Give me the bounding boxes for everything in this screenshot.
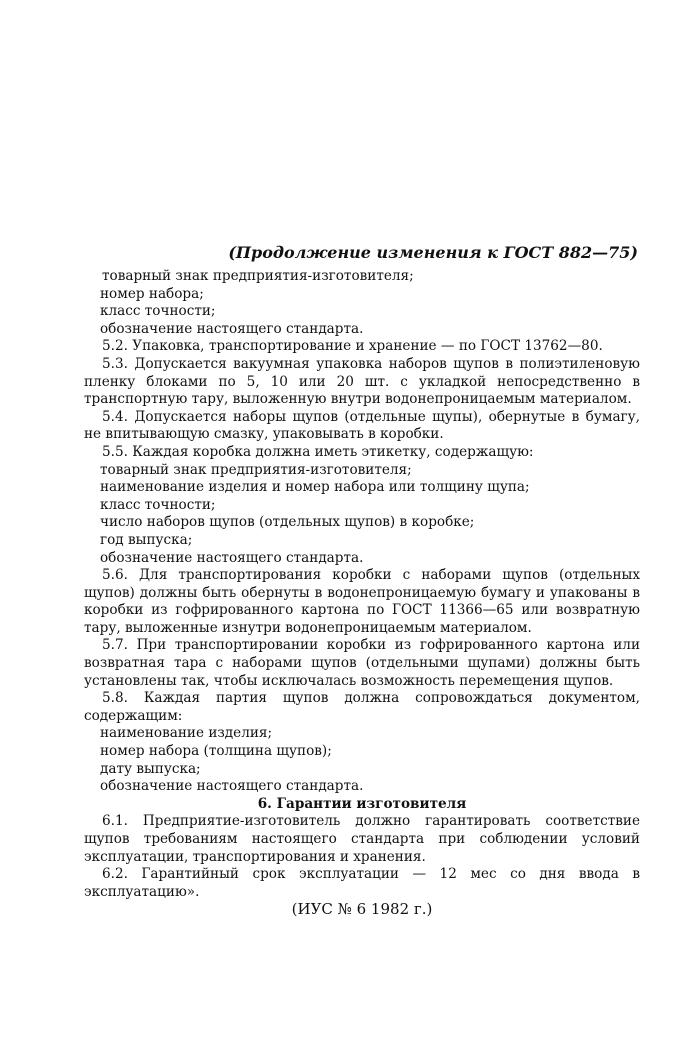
list-line: дату выпуска; bbox=[100, 760, 201, 777]
list-line: класс точности; bbox=[100, 303, 216, 320]
section-6-heading: 6. Гарантии изготовителя bbox=[257, 795, 467, 812]
list-line: наименование изделия и номер набора или толщину щупа; bbox=[100, 479, 530, 496]
footer-note: (ИУС № 6 1982 г.) bbox=[291, 900, 433, 919]
page-header: (Продолжение изменения к ГОСТ 882—75) bbox=[228, 243, 638, 262]
list-line: число наборов щупов (отдельных щупов) в коробке; bbox=[100, 514, 475, 531]
paragraph-6-1: 6.1. Предприятие-изготовитель должно гарантировать соответствие щупов требованиям настоящего стандарта при соблюдении условий эксплуатации, транспортирования и хранения. bbox=[84, 813, 640, 865]
paragraph-5-5: 5.5. Каждая коробка должна иметь этикетку, содержащую: bbox=[102, 443, 534, 460]
paragraph-6-2: 6.2. Гарантийный срок эксплуатации — 12 мес со дня ввода в эксплуатацию». bbox=[84, 866, 640, 900]
paragraph-5-3: 5.3. Допускается вакуумная упаковка наборов щупов в полиэтиленовую пленку блоками по 5, 10 или 20 шт. с укладкой непосредственно в транспортную тару, выложенную внутри водонепроницаемым материалом. bbox=[84, 355, 640, 408]
paragraph-5-8: 5.8. Каждая партия щупов должна сопровождаться документом, содержащим: bbox=[84, 690, 640, 724]
list-line: товарный знак предприятия-изготовителя; bbox=[102, 268, 414, 284]
list-line: товарный знак предприятия-изготовителя; bbox=[100, 461, 412, 478]
list-line: год выпуска; bbox=[100, 531, 193, 548]
paragraph-5-6: 5.6. Для транспортирования коробки с наборами щупов (отдельных щупов) должны быть обернуты в водонепроницаемую бумагу и упакованы в коробки из гофрированного картона по ГОСТ 11366—65 или возвратную тару, выложенные изнутри водонепроницаемым материалом. bbox=[84, 567, 640, 636]
list-line: обозначение настоящего стандарта. bbox=[100, 320, 364, 337]
list-line: класс точности; bbox=[100, 496, 216, 513]
document-body bbox=[84, 268, 640, 919]
list-line: обозначение настоящего стандарта. bbox=[100, 778, 364, 795]
paragraph-5-4: 5.4. Допускается наборы щупов (отдельные щупы), обернутые в бумагу, не впитывающую смазку, упаковывать в коробки. bbox=[84, 408, 640, 443]
list-line: наименование изделия; bbox=[100, 725, 273, 742]
list-line: обозначение настоящего стандарта. bbox=[100, 549, 364, 566]
paragraph-5-2: 5.2. Упаковка, транспортирование и хранение — по ГОСТ 13762—80. bbox=[102, 338, 603, 355]
paragraph-5-7: 5.7. При транспортировании коробки из гофрированного картона или возвратная тара с наборами щупов (отдельными щупами) должны быть установлены так, чтобы исключалась возможность перемещения щупов. bbox=[84, 637, 640, 689]
list-line: номер набора; bbox=[100, 285, 204, 302]
list-line: номер набора (толщина щупов); bbox=[100, 743, 332, 760]
